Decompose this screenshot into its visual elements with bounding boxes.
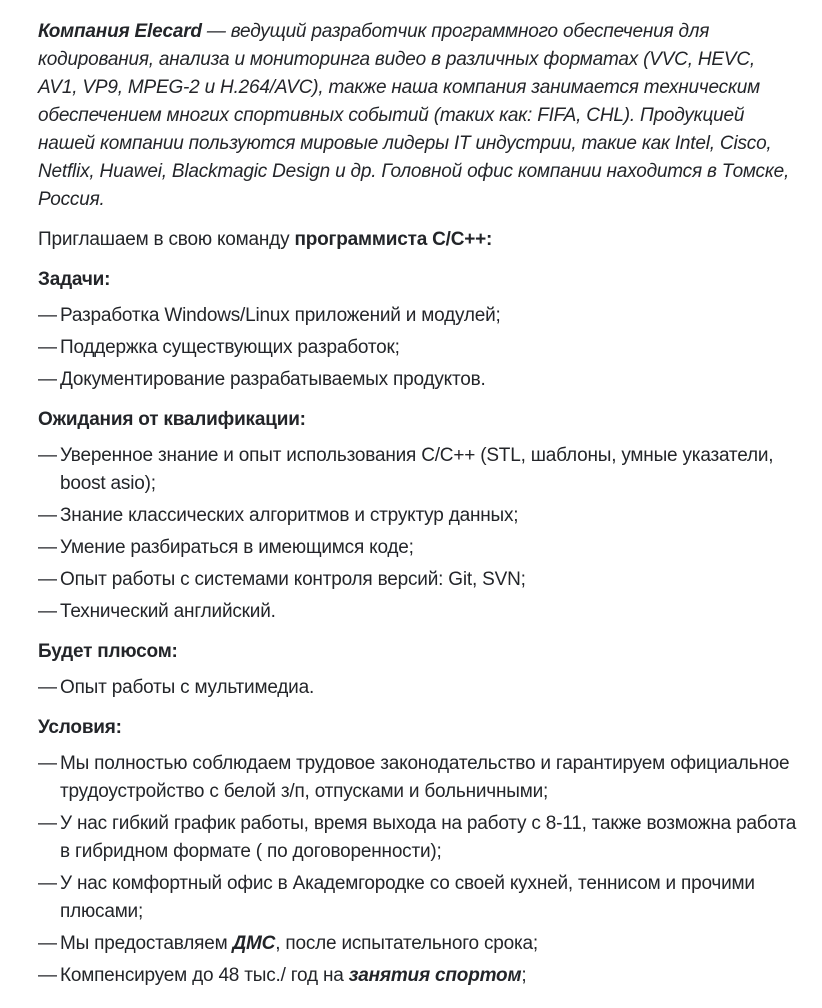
dash-bullet: —	[38, 933, 57, 954]
section-heading-qualification: Ожидания от квалификации:	[38, 409, 306, 430]
list-item	[38, 334, 798, 362]
list-item-text	[60, 598, 798, 626]
list-item	[38, 442, 798, 498]
list-item-text	[60, 366, 798, 394]
list-item	[38, 366, 798, 394]
list-item	[38, 534, 798, 562]
dash-bullet: —	[38, 337, 57, 358]
section-heading-plus: Будет плюсом:	[38, 641, 178, 662]
dash-bullet: —	[38, 505, 57, 526]
section-heading-conditions: Условия:	[38, 717, 122, 738]
dash-bullet: —	[38, 445, 57, 466]
dash-bullet: —	[38, 537, 57, 558]
list-item-text	[60, 302, 798, 330]
list-item	[38, 962, 798, 990]
text-segment: У нас комфортный офис в Академгородке со своей кухней, теннисом и прочими плюсами;	[60, 873, 755, 922]
dash-bullet: —	[38, 601, 57, 622]
list-item-text	[60, 674, 798, 702]
text-segment: Поддержка существующих разработок;	[60, 337, 400, 358]
dash-bullet: —	[38, 965, 57, 986]
list-item-text	[60, 534, 798, 562]
dash-bullet: —	[38, 813, 57, 834]
dash-bullet: —	[38, 873, 57, 894]
section-heading-tasks: Задачи:	[38, 269, 111, 290]
text-segment: Компенсируем до 48 тыс./ год на	[60, 965, 349, 986]
list-item-text	[60, 442, 798, 498]
text-segment: Мы полностью соблюдаем трудовое законодательство и гарантируем официальное трудоустройство с белой з/п, отпусками и больничными;	[60, 753, 790, 802]
list-item	[38, 750, 798, 806]
list-item	[38, 566, 798, 594]
text-segment: Уверенное знание и опыт использования C/C++ (STL, шаблоны, умные указатели, boost asio);	[60, 445, 774, 494]
list-item-text	[60, 566, 798, 594]
text-segment: Опыт работы с мультимедиа.	[60, 677, 315, 698]
dash-bullet: —	[38, 753, 57, 774]
list-item-text	[60, 750, 798, 806]
list-item	[38, 674, 798, 702]
text-segment: ;	[521, 965, 527, 986]
text-segment: — ведущий разработчик программного обеспечения для кодирования, анализа и мониторинга видео в различных форматах (VVC, HEVC, AV1, VP9, MPEG-2 и H.264/AVC), также наша компания занимается техническим обеспечением многих спортивных событий (таких как: FIFA, CHL). Продукцией нашей компании пользуются мировые лидеры IT индустрии, такие как Intel, Cisco, Netflix, Huawei, Blackmagic Design и др. Головной офис компании находится в Томске, Россия.	[38, 21, 790, 210]
list-item	[38, 870, 798, 926]
conditions-list	[38, 750, 798, 990]
text-segment: занятия спортом	[348, 965, 522, 986]
list-item-text	[60, 962, 798, 990]
list-item	[38, 502, 798, 530]
tasks-list	[38, 302, 798, 394]
text-segment: Мы предоставляем	[60, 933, 233, 954]
list-item-text	[60, 810, 798, 866]
text-segment: программиста C/C++:	[294, 229, 493, 250]
text-segment: Знание классических алгоритмов и структур данных;	[60, 505, 519, 526]
company-intro-paragraph	[38, 18, 798, 214]
invitation-paragraph	[38, 226, 798, 254]
text-segment: Компания Elecard	[38, 21, 202, 42]
list-item-text	[60, 930, 798, 958]
dash-bullet: —	[38, 569, 57, 590]
qualification-list	[38, 442, 798, 626]
text-segment: ДМС	[232, 933, 276, 954]
text-segment: Приглашаем в свою команду	[38, 229, 295, 250]
list-item	[38, 302, 798, 330]
text-segment: Опыт работы с системами контроля версий: Git, SVN;	[60, 569, 526, 590]
plus-list	[38, 674, 798, 702]
text-segment: У нас гибкий график работы, время выхода на работу с 8-11, также возможна работа в гибридном формате ( по договоренности);	[60, 813, 797, 862]
list-item-text	[60, 870, 798, 926]
text-segment: , после испытательного срока;	[275, 933, 538, 954]
dash-bullet: —	[38, 305, 57, 326]
text-segment: Технический английский.	[60, 601, 276, 622]
dash-bullet: —	[38, 677, 57, 698]
text-segment: Разработка Windows/Linux приложений и модулей;	[60, 305, 501, 326]
list-item-text	[60, 334, 798, 362]
list-item	[38, 930, 798, 958]
list-item	[38, 810, 798, 866]
text-segment: Умение разбираться в имеющимся коде;	[60, 537, 414, 558]
dash-bullet: —	[38, 369, 57, 390]
text-segment: Документирование разрабатываемых продуктов.	[60, 369, 486, 390]
list-item	[38, 598, 798, 626]
list-item-text	[60, 502, 798, 530]
